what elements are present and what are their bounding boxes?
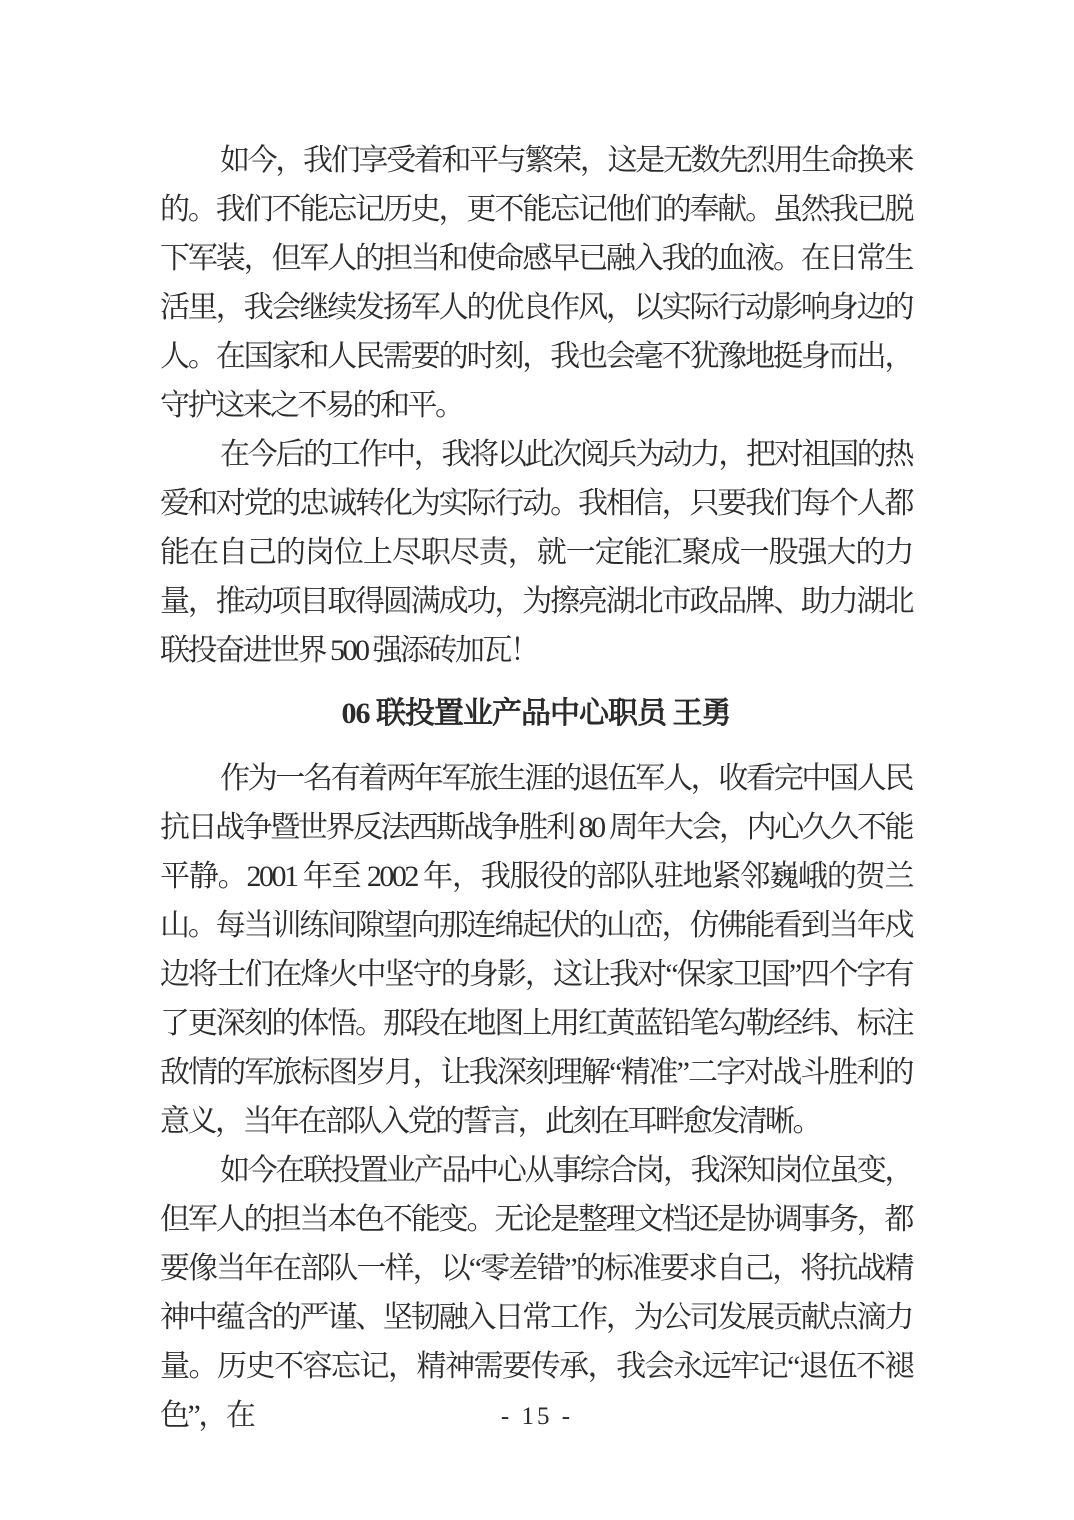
document-content: [160, 136, 912, 1440]
section-heading-author: 06 联投置业产品中心职员 王勇: [341, 697, 731, 730]
page-number: - 15 -: [500, 1403, 574, 1430]
paragraph-current-post: 如今在联投置业产品中心从事综合岗，我深知岗位虽变，但军人的担当本色不能变。无论是整理文档还是协调事务，都要像当年在部队一样，以“零差错”的标准要求自己，将抗战精神中蕴含的严谨、坚韧融入日常工作，为公司发展贡献点滴力量。历史不容忘记，精神需要传承，我会永远牢记“退伍不褪色”，在: [160, 1154, 912, 1432]
page-footer: [0, 1400, 1074, 1434]
paragraph-veteran-memory: 作为一名有着两年军旅生涯的退伍军人，收看完中国人民抗日战争暨世界反法西斯战争胜利 80 周年大会，内心久久不能平静。2001 年至 2002 年，我服役的部队驻地紧邻巍峨的贺兰山。每当训练间隙望向那连绵起伏的山峦，仿佛能看到当年戍边将士们在烽火中坚守的身影，这让我对“保家卫国”四个字有了更深刻的体悟。那段在地图上用红黄蓝铅笔勾勒经纬、标注敌情的军旅标图岁月，让我深刻理解“精准”二字对战斗胜利的意义，当年在部队入党的誓言，此刻在耳畔愈发清晰。: [160, 762, 912, 1138]
paragraph-peace-prosperity: 如今，我们享受着和平与繁荣，这是无数先烈用生命换来的。我们不能忘记历史，更不能忘记他们的奉献。虽然我已脱下军装，但军人的担当和使命感早已融入我的血液。在日常生活里，我会继续发扬军人的优良作风，以实际行动影响身边的人。在国家和人民需要的时刻，我也会毫不犹豫地挺身而出，守护这来之不易的和平。: [160, 144, 912, 422]
paragraph-future-work: 在今后的工作中，我将以此次阅兵为动力，把对祖国的热爱和对党的忠诚转化为实际行动。我相信，只要我们每个人都能在自己的岗位上尽职尽责，就一定能汇聚成一股强大的力量，推动项目取得圆满成功，为擦亮湖北市政品牌、助力湖北联投奋进世界 500 强添砖加瓦！: [160, 438, 912, 667]
